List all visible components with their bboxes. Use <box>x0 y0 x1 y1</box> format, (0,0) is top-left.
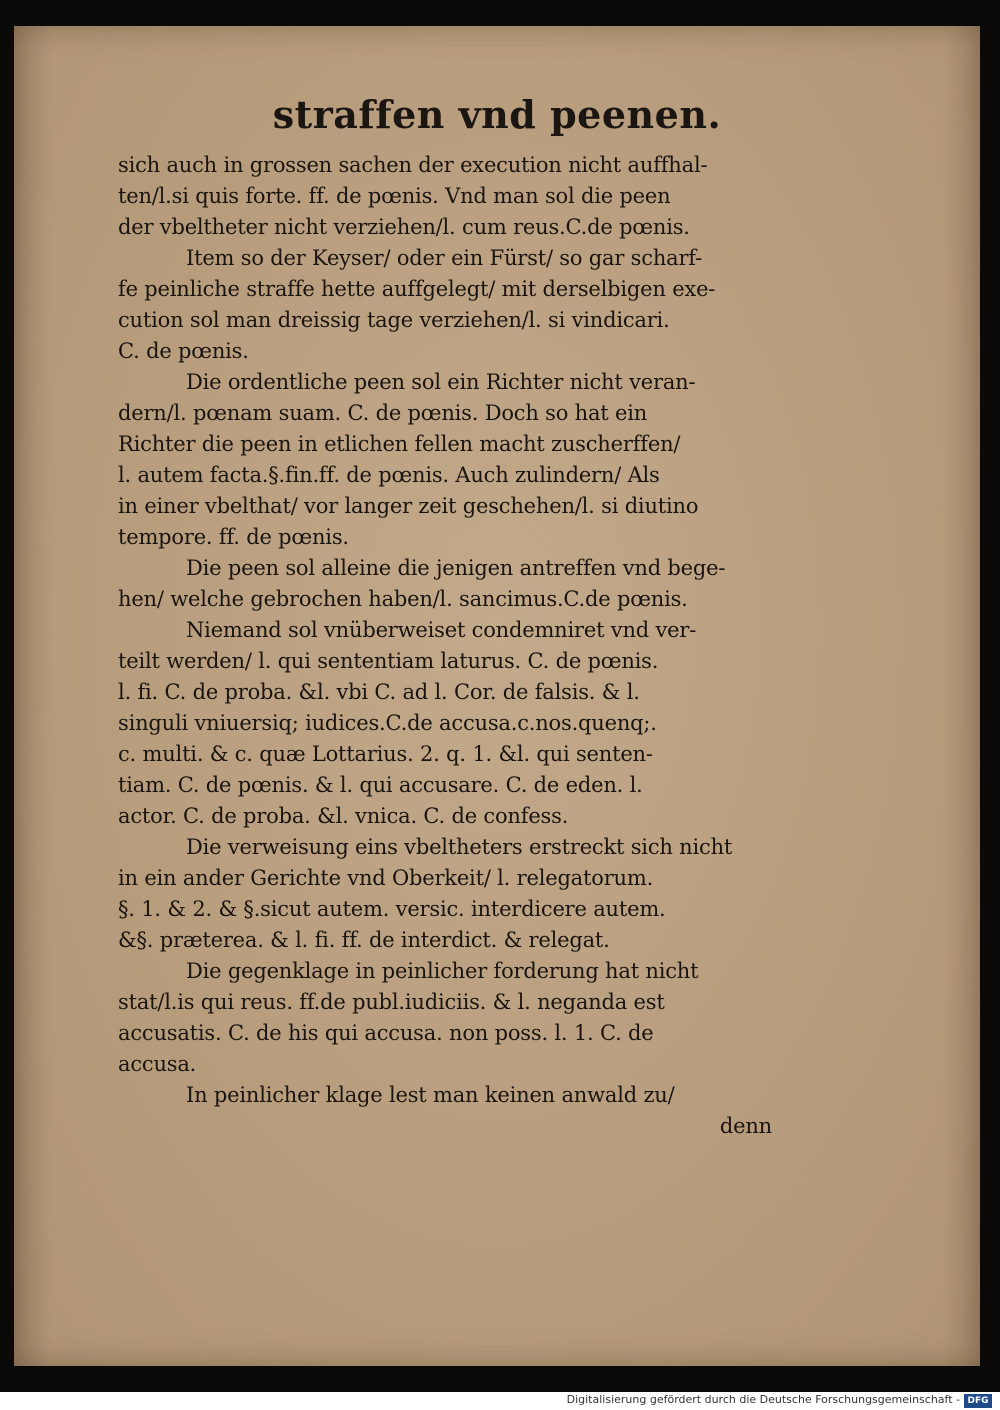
dfg-logo: DFG <box>964 1394 992 1408</box>
text-line: dern/l. pœnam suam. C. de pœnis. Doch so hat ein <box>118 401 648 425</box>
text-line: teilt werden/ l. qui sententiam laturus. C. de pœnis. <box>118 649 659 673</box>
page-body-text <box>118 150 772 1142</box>
text-line: hen/ welche gebrochen haben/l. sancimus.C.de pœnis. <box>118 587 688 611</box>
text-line: stat/l.is qui reus. ff.de publ.iudiciis. & l. neganda est <box>118 990 665 1014</box>
text-line: fe peinliche straffe hette auffgelegt/ mit derselbigen exe- <box>118 277 716 301</box>
text-line: &§. præterea. & l. fi. ff. de interdict. & relegat. <box>118 928 610 952</box>
text-line: sich auch in grossen sachen der execution nicht auffhal- <box>118 153 708 177</box>
paragraph-start-line: Item so der Keyser/ oder ein Fürst/ so gar scharf- <box>186 246 703 270</box>
text-line: tiam. C. de pœnis. & l. qui accusare. C. de eden. l. <box>118 773 643 797</box>
paragraph-start-line: Die ordentliche peen sol ein Richter nicht veran- <box>186 370 696 394</box>
catchword: denn <box>719 1114 772 1138</box>
text-line: in ein ander Gerichte vnd Oberkeit/ l. relegatorum. <box>118 866 654 890</box>
paragraph-start-line: Die gegenklage in peinlicher forderung hat nicht <box>186 959 699 983</box>
footer-bar <box>0 1392 1000 1410</box>
text-line: §. 1. & 2. & §.sicut autem. versic. interdicere autem. <box>118 897 666 921</box>
text-line: cution sol man dreissig tage verziehen/l. si vindicari. <box>118 308 670 332</box>
text-line: actor. C. de proba. &l. vnica. C. de confess. <box>118 804 569 828</box>
book-page <box>14 26 980 1366</box>
text-line: C. de pœnis. <box>118 339 249 363</box>
text-line: accusatis. C. de his qui accusa. non poss. l. 1. C. de <box>118 1021 654 1045</box>
paragraph-start-line: In peinlicher klage lest man keinen anwald zu/ <box>186 1083 675 1107</box>
text-line: Richter die peen in etlichen fellen macht zuscherffen/ <box>118 432 681 456</box>
text-line: c. multi. & c. quæ Lottarius. 2. q. 1. &l. qui senten- <box>118 742 653 766</box>
paragraph-start-line: Die peen sol alleine die jenigen antreffen vnd bege- <box>186 556 726 580</box>
paragraph-start-line: Die verweisung eins vbeltheters erstreckt sich nicht <box>186 835 733 859</box>
text-line: der vbeltheter nicht verziehen/l. cum reus.C.de pœnis. <box>118 215 690 239</box>
text-line: ten/l.si quis forte. ff. de pœnis. Vnd man sol die peen <box>118 184 671 208</box>
text-line: singuli vniuersiq; iudices.C.de accusa.c.nos.quenq;. <box>118 711 657 735</box>
text-line: accusa. <box>118 1052 197 1076</box>
text-line: in einer vbelthat/ vor langer zeit geschehen/l. si diutino <box>118 494 699 518</box>
running-head: straffen vnd peenen. <box>272 92 722 137</box>
footer-credit: Digitalisierung gefördert durch die Deutsche Forschungsgemeinschaft - <box>566 1393 960 1406</box>
paragraph-start-line: Niemand sol vnüberweiset condemniret vnd ver- <box>186 618 697 642</box>
text-line: tempore. ff. de pœnis. <box>118 525 349 549</box>
text-line: l. autem facta.§.fin.ff. de pœnis. Auch zulindern/ Als <box>118 463 660 487</box>
text-line: l. fi. C. de proba. &l. vbi C. ad l. Cor. de falsis. & l. <box>118 680 640 704</box>
